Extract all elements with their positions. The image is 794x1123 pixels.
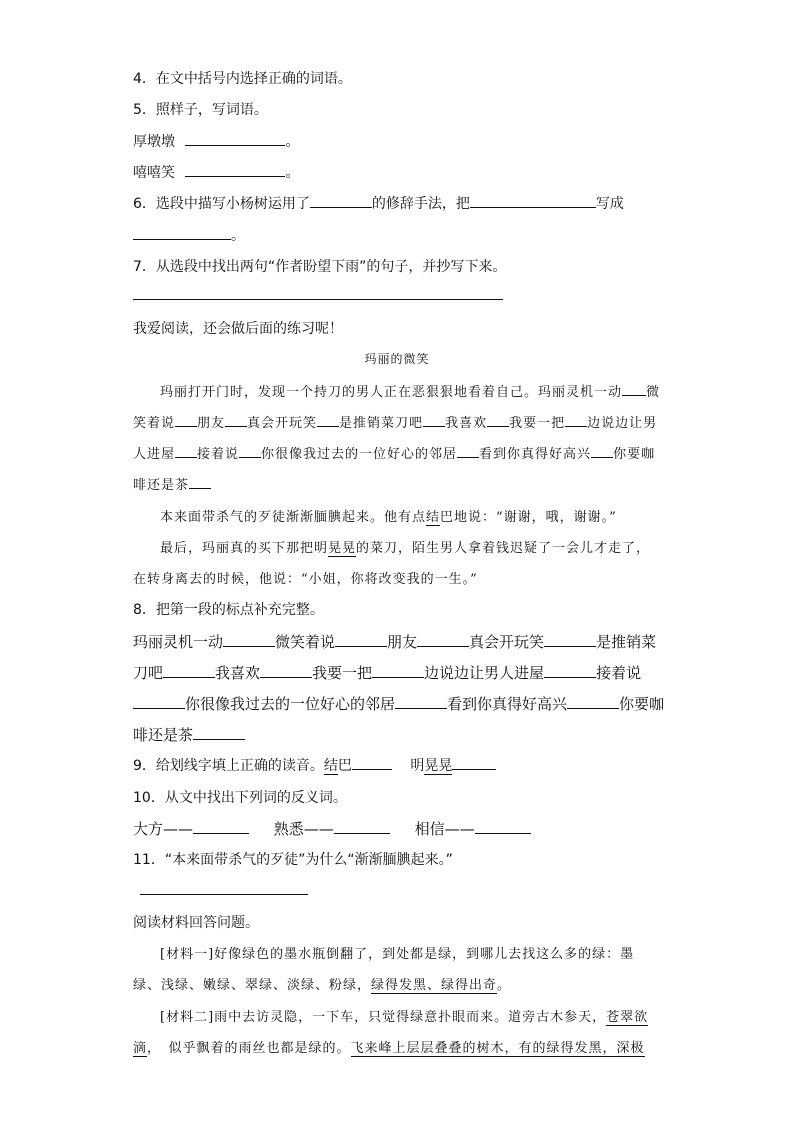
story-text: 人进屋: [133, 447, 176, 462]
material-text: [材料二]雨中去访灵隐，一下车，只觉得绿意扑眼而来。道旁古木参天，: [160, 1010, 607, 1025]
period: 。: [285, 134, 300, 150]
story-blank[interactable]: [175, 443, 197, 458]
q9-blank-1[interactable]: [352, 755, 392, 770]
q8-text: 刀吧: [133, 664, 164, 682]
q8-blank[interactable]: [417, 632, 469, 647]
q6-blank-2[interactable]: [470, 193, 596, 208]
q6-blank-3[interactable]: [133, 225, 231, 240]
question-8: 8．把第一段的标点补充完整。: [133, 602, 324, 618]
period: 。: [285, 165, 300, 181]
q6-row-2: [133, 225, 245, 245]
story-p1-line-1: [160, 381, 660, 400]
story-text: 笑着说: [133, 416, 176, 431]
q10-blank-3[interactable]: [475, 819, 531, 834]
question-11: 11．“本来面带杀气的歹徒”为什么“渐渐腼腆起来。”: [133, 852, 453, 868]
story-text: 最后，玛丽真的买下那把明: [160, 541, 329, 556]
q6-blank-1[interactable]: [310, 193, 372, 208]
question-4: 4．在文中括号内选择正确的词语。: [133, 71, 352, 87]
q5-blank-1[interactable]: [185, 131, 285, 146]
q6-text-c: 写成: [595, 196, 624, 212]
q8-text: 我要一把: [312, 664, 373, 682]
story-text: 巴地说：“谢谢，哦，谢谢。”: [440, 510, 617, 525]
story-text: 啡还是茶: [133, 478, 190, 493]
q9-underlined-huanghuang: 晃晃: [424, 758, 453, 774]
q8-blank[interactable]: [133, 694, 185, 709]
story-text: 微: [646, 385, 661, 400]
q8-text: 啡还是茶: [133, 726, 194, 744]
story-text: 真会开玩笑: [247, 416, 318, 431]
q6-text-a: 6．选段中描写小杨树运用了: [133, 196, 310, 212]
q9-underlined-jie: 结: [323, 758, 338, 774]
material-text: ， 似乎飘着的雨丝也都是绿的。: [147, 1041, 351, 1056]
story-blank[interactable]: [239, 443, 261, 458]
q8-line-4: [133, 724, 245, 745]
q8-line-2: [133, 662, 641, 683]
question-10: 10．从文中找出下列词的反义词。: [133, 790, 347, 806]
story-blank[interactable]: [423, 412, 445, 427]
q5-blank-2[interactable]: [185, 162, 285, 177]
q5-row-1: [133, 131, 299, 151]
q8-blank[interactable]: [223, 632, 275, 647]
underlined-char-jie: 结: [426, 510, 441, 525]
q9-text: 巴: [337, 758, 352, 774]
material-underlined: 滴: [133, 1041, 148, 1056]
q9-text: 9．给划线字填上正确的读音。: [133, 758, 324, 774]
q8-text: 边说边让男人进屋: [424, 664, 545, 682]
story-text: 你很像我过去的一位好心的邻居: [261, 447, 458, 462]
story-blank[interactable]: [457, 443, 479, 458]
intro-text: 我爱阅读，还会做后面的练习呢！: [133, 321, 343, 337]
question-7: 7．从选段中找出两句“作者盼望下雨”的句子，并抄写下来。: [133, 259, 507, 275]
q8-blank[interactable]: [372, 663, 424, 678]
story-text: 我喜欢: [445, 416, 488, 431]
q8-blank[interactable]: [544, 663, 596, 678]
story-blank[interactable]: [225, 412, 247, 427]
story-text: 边说边让男: [587, 416, 658, 431]
story-p1-line-3: [133, 443, 655, 462]
q5-word-1: 厚墩墩: [133, 134, 175, 150]
q8-blank[interactable]: [335, 632, 387, 647]
q8-text: 接着说: [596, 664, 642, 682]
material-text: 绿、浅绿、嫩绿、翠绿、淡绿、粉绿，: [133, 978, 372, 993]
story-text: 是推销菜刀吧: [339, 416, 424, 431]
q8-blank[interactable]: [193, 725, 245, 740]
q10-word-xiangxin: 相信——: [414, 820, 475, 838]
material-underlined: 绿得发黑、绿得出奇: [371, 978, 498, 993]
material-2-line-1: [160, 1006, 648, 1025]
underlined-huanghuang: 晃晃: [328, 541, 357, 556]
material-underlined: 飞来峰上层层叠叠的树木，有的绿得发黑，深极: [350, 1041, 645, 1056]
q10-answers: [133, 818, 531, 839]
story-text: 看到你真得好高兴: [479, 447, 592, 462]
story-blank[interactable]: [622, 381, 646, 396]
material-underlined: 苍翠欲: [606, 1010, 649, 1025]
q11-answer-line[interactable]: [140, 893, 308, 895]
q5-word-2: 嘻嘻笑: [133, 165, 175, 181]
material-1-line-2: [133, 974, 511, 993]
q9-blank-2[interactable]: [452, 755, 496, 770]
story-blank[interactable]: [175, 412, 197, 427]
q8-text: 真会开玩笑: [469, 633, 545, 651]
q8-blank[interactable]: [163, 663, 215, 678]
story-text: 玛丽打开门时，发现一个持刀的男人正在恶狠狠地看着自己。玛丽灵机一动: [160, 385, 623, 400]
q7-answer-line[interactable]: [133, 298, 503, 300]
q8-text: 是推销菜: [596, 633, 657, 651]
story-text: 本来面带杀气的歹徒渐渐腼腆起来。他有点: [160, 510, 427, 525]
story-blank[interactable]: [591, 443, 613, 458]
story-p1-line-4: [133, 474, 211, 493]
story-p2: [160, 506, 617, 525]
q8-line-3: [133, 693, 664, 714]
material-1-line-1: [材料一]好像绿色的墨水瓶倒翻了，到处都是绿，到哪儿去找这么多的绿：墨: [160, 947, 635, 962]
q8-text: 我喜欢: [215, 664, 261, 682]
q10-blank-1[interactable]: [193, 819, 249, 834]
story-text: 接着说: [197, 447, 240, 462]
q8-blank[interactable]: [395, 694, 447, 709]
story-blank[interactable]: [189, 474, 211, 489]
q10-word-shuxi: 熟悉——: [273, 820, 334, 838]
question-6: [133, 193, 624, 213]
material-2-line-2: [133, 1037, 645, 1056]
story-text: 的菜刀，陌生男人拿着钱迟疑了一会儿才走了，: [356, 541, 651, 556]
q8-text: 微笑着说: [275, 633, 336, 651]
q5-row-2: [133, 162, 299, 182]
q9-text: 明: [410, 758, 425, 774]
story-blank[interactable]: [565, 412, 587, 427]
question-9: [133, 755, 496, 775]
q10-word-dafang: 大方——: [133, 820, 194, 838]
q8-text: 玛丽灵机一动: [133, 633, 224, 651]
q6-text-b: 的修辞手法，把: [371, 196, 470, 212]
story-blank[interactable]: [487, 412, 509, 427]
period: 。: [231, 228, 245, 244]
reading-intro: 阅读材料回答问题。: [133, 915, 259, 931]
q8-blank[interactable]: [544, 632, 596, 647]
q8-text: 看到你真得好高兴: [447, 695, 568, 713]
q8-text: 朋友: [387, 633, 418, 651]
story-text: 朋友: [197, 416, 226, 431]
story-text: 你要咖: [613, 447, 656, 462]
material-text: 。: [497, 978, 512, 993]
story-p3-line-2: 在转身离去的时候，他说：“小姐，你将改变我的一生。”: [133, 572, 478, 587]
story-title: 玛丽的微笑: [364, 352, 430, 366]
q8-text: 你很像我过去的一位好心的邻居: [185, 695, 396, 713]
q8-text: 你要咖: [619, 695, 665, 713]
question-5: 5．照样子，写词语。: [133, 102, 268, 118]
story-p3-line-1: [160, 537, 650, 556]
q10-blank-2[interactable]: [334, 819, 390, 834]
story-p1-line-2: [133, 412, 657, 431]
story-text: 我要一把: [509, 416, 566, 431]
q8-blank[interactable]: [567, 694, 619, 709]
q8-blank[interactable]: [260, 663, 312, 678]
q8-line-1: [133, 631, 656, 652]
story-blank[interactable]: [317, 412, 339, 427]
